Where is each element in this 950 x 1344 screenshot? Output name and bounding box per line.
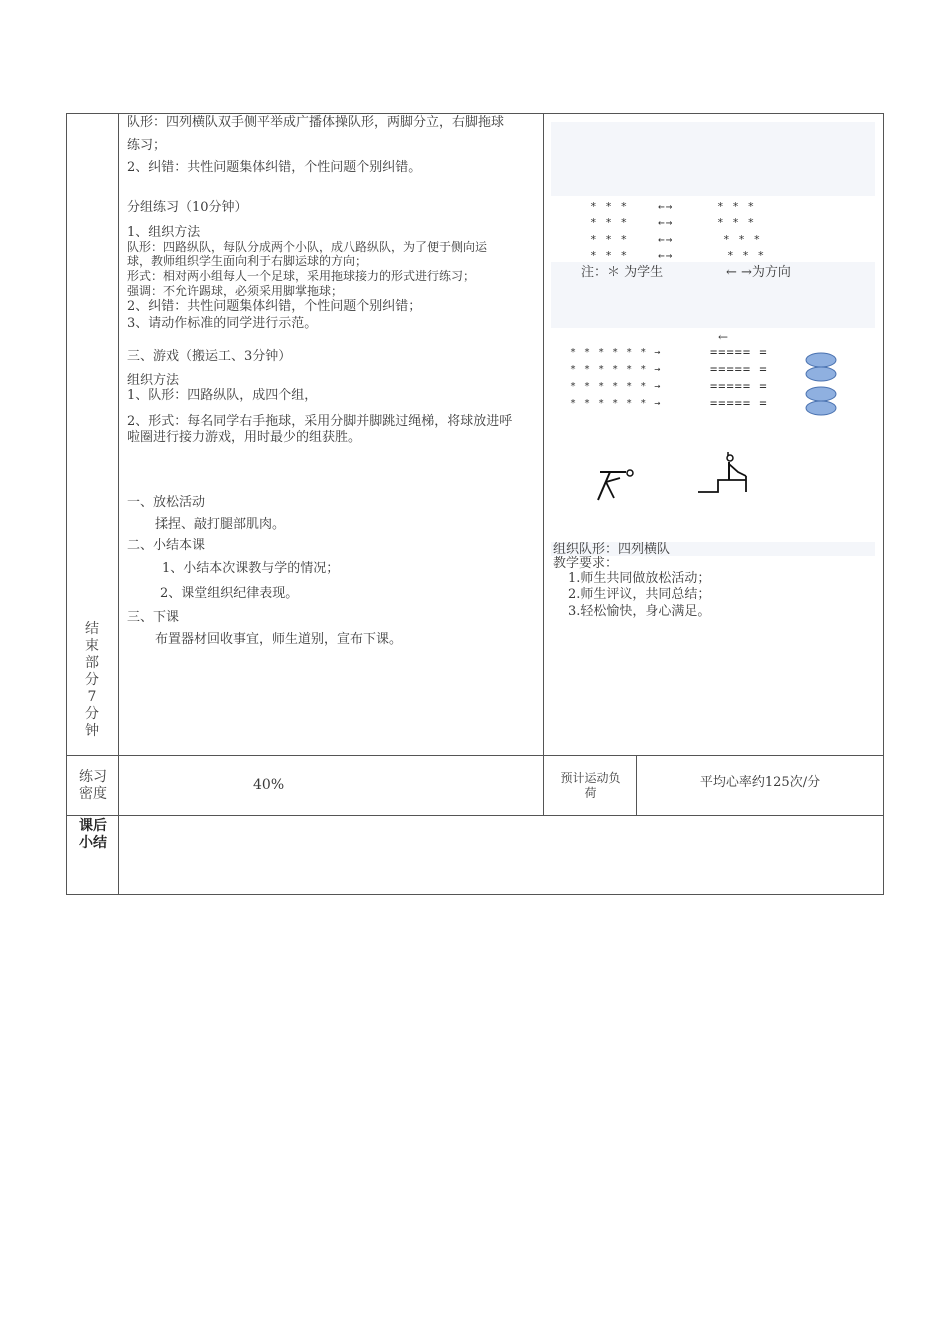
hoop-icon xyxy=(806,367,836,381)
game-row xyxy=(570,345,768,360)
game-students: * * * * * * → xyxy=(570,347,662,358)
game-students: * * * * * * → xyxy=(570,381,662,392)
direction-arrow: ←→ xyxy=(658,233,674,246)
hoop-icon xyxy=(806,353,836,367)
game-students: * * * * * * → xyxy=(570,398,662,409)
summary-item: 2、课堂组织纪律表现。 xyxy=(160,586,299,601)
formation-row xyxy=(590,232,762,247)
student-group-right: * * * xyxy=(717,216,756,229)
density-label-line: 练习 xyxy=(79,769,107,785)
group-emphasis-line: 强调：不允许踢球，必须采用脚掌拖球； xyxy=(127,284,344,298)
game-formation-line: 1、队形：四路纵队，成四个组， xyxy=(127,388,318,403)
game-row xyxy=(570,396,768,411)
content-diagram-divider xyxy=(543,113,544,816)
rope-ladder: ===== = xyxy=(710,379,768,393)
table-left-border xyxy=(66,113,67,895)
hoop-icon xyxy=(806,401,836,415)
load-label-line: 预计运动负 xyxy=(560,771,621,785)
correction-text: 2、纠错：共性问题集体纠错，个性问题个别纠错。 xyxy=(127,160,422,175)
student-group-right: * * * xyxy=(723,233,762,246)
section-label-char: 结 xyxy=(85,621,99,637)
table-right-border xyxy=(883,113,884,895)
section-label-char: 钟 xyxy=(85,723,99,739)
section-label-char: 束 xyxy=(85,638,99,654)
direction-arrow: ←→ xyxy=(658,216,674,229)
summary-label-line: 小结 xyxy=(79,835,107,851)
density-row-bottom xyxy=(66,815,884,816)
group-practice-title: 分组练习（10分钟） xyxy=(127,200,248,215)
group-formation-line: 球，教师组织学生面向利于右脚运球的方向； xyxy=(127,254,368,268)
section-label-char: 分 xyxy=(85,706,99,722)
requirement-item: 1.师生共同做放松活动； xyxy=(568,571,711,586)
game-method-heading: 组织方法 xyxy=(127,373,180,388)
group-formation-line: 队形：四路纵队，每队分成两个小队，成八路纵队，为了便于侧向运 xyxy=(127,240,488,254)
table-bottom-border xyxy=(66,894,884,895)
formation-row xyxy=(590,199,756,214)
relax-detail: 揉捏、敲打腿部肌肉。 xyxy=(155,517,286,532)
game-form-line2: 啦圈进行接力游戏，用时最少的组获胜。 xyxy=(127,430,362,445)
game-form-line: 2、形式：每名同学右手拖球，采用分脚并脚跳过绳梯，将球放进呼 xyxy=(127,414,513,429)
note-student: 注：＊ 为学生 xyxy=(581,265,664,280)
summary-label-line: 课后 xyxy=(79,818,107,834)
group-form-line: 形式：相对两小组每人一个足球，采用拖球接力的形式进行练习； xyxy=(127,269,476,283)
game-students: * * * * * * → xyxy=(570,364,662,375)
top-direction-arrow: ← xyxy=(718,330,729,344)
group-method-heading: 1、组织方法 xyxy=(127,225,201,240)
heart-rate-value: 平均心率约125次/分 xyxy=(699,775,821,790)
diagram-shade-top xyxy=(551,122,875,196)
density-label-line: 密度 xyxy=(79,786,107,802)
game-row xyxy=(570,379,768,394)
game-title: 三、游戏（搬运工、3分钟） xyxy=(127,349,292,364)
student-group-left: * * * xyxy=(590,216,629,229)
student-group-right: * * * xyxy=(717,200,756,213)
formation-text-line1: 队形：四列横队双手侧平举成广播体操队形，两脚分立，右脚拖球 xyxy=(127,115,505,130)
group-demo-line: 3、请动作标准的同学进行示范。 xyxy=(127,316,318,331)
formation-label: 组织队形：四列横队 xyxy=(553,542,671,557)
student-group-left: * * * xyxy=(590,200,629,213)
student-group-left: * * * xyxy=(590,233,629,246)
student-group-left: * * * xyxy=(590,249,629,262)
dismiss-detail: 布置器材回收事宜，师生道别，宣布下课。 xyxy=(155,632,403,647)
hula-hoops xyxy=(802,350,840,418)
direction-arrow: ←→ xyxy=(658,200,674,213)
density-value: 40% xyxy=(253,777,285,793)
relax-title: 一、放松活动 xyxy=(127,495,206,510)
summary-title: 二、小结本课 xyxy=(127,538,206,553)
stretch-figure-right-icon xyxy=(696,450,752,496)
group-correction-line: 2、纠错：共性问题集体纠错，个性问题个别纠错； xyxy=(127,299,422,314)
direction-arrow: ←→ xyxy=(658,249,674,262)
section-label xyxy=(78,621,106,740)
hoop-icon xyxy=(806,387,836,401)
section-label-char: 分 xyxy=(85,672,99,688)
rope-ladder: ===== = xyxy=(710,396,768,410)
summary-label xyxy=(68,818,118,852)
dismiss-title: 三、下课 xyxy=(127,610,180,625)
label-column-divider xyxy=(118,113,119,895)
table-top-border xyxy=(66,113,884,114)
load-label-line: 荷 xyxy=(584,786,597,800)
density-label xyxy=(68,769,118,803)
formation-text-line2: 练习； xyxy=(127,138,167,153)
summary-item: 1、小结本次课教与学的情况； xyxy=(162,561,340,576)
student-group-right: * * * xyxy=(727,249,766,262)
stretch-figure-left-icon xyxy=(592,464,638,504)
game-row xyxy=(570,362,768,377)
density-row-top xyxy=(66,755,884,756)
formation-row xyxy=(590,215,756,230)
formation-row xyxy=(590,248,766,263)
requirement-item: 3.轻松愉快，身心满足。 xyxy=(568,604,711,619)
note-direction: ← →为方向 xyxy=(726,265,791,280)
requirement-item: 2.师生评议，共同总结； xyxy=(568,587,711,602)
section-label-char: 7 xyxy=(87,689,97,705)
load-label xyxy=(545,771,636,801)
requirements-title: 教学要求： xyxy=(553,556,619,571)
section-label-char: 部 xyxy=(85,655,99,671)
rope-ladder: ===== = xyxy=(710,345,768,359)
rope-ladder: ===== = xyxy=(710,362,768,376)
